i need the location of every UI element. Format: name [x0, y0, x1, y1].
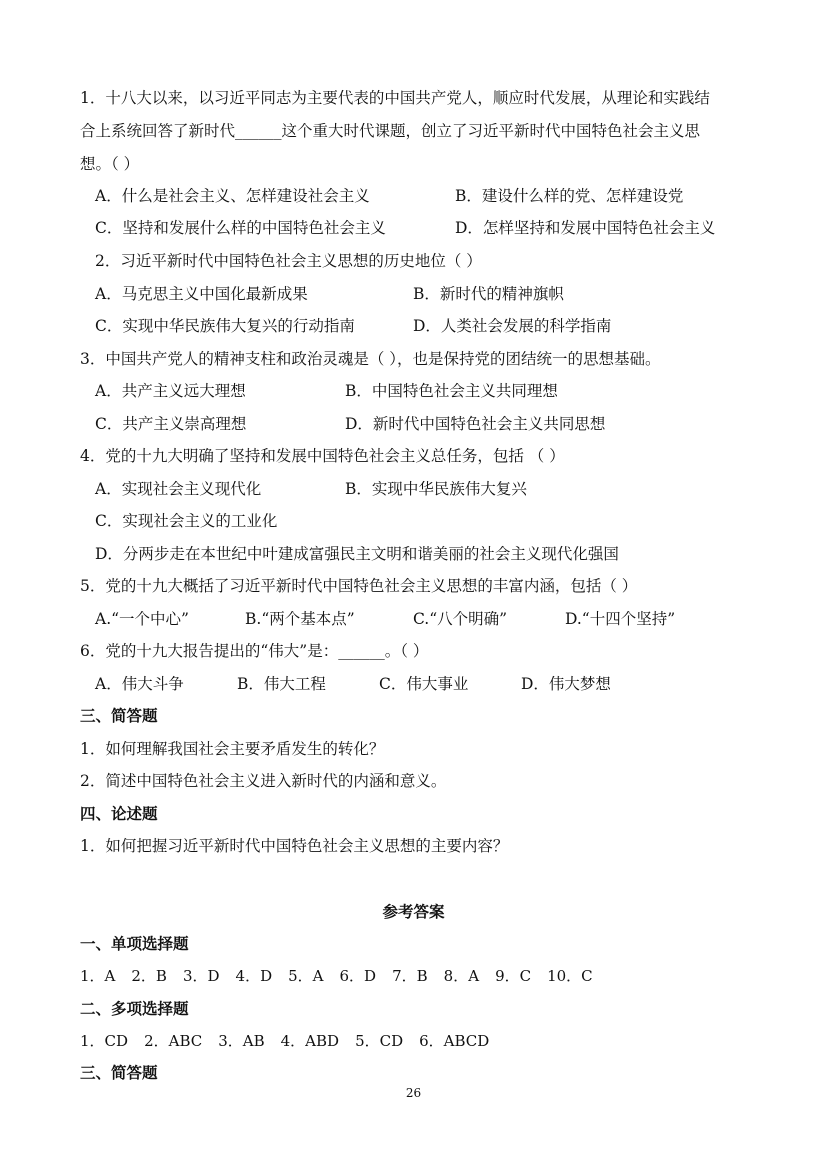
answer-item: 4．D	[235, 967, 273, 985]
q3-option-d: D．新时代中国特色社会主义共同思想	[345, 415, 606, 433]
q4-option-b: B．实现中华民族伟大复兴	[345, 480, 527, 498]
answer-item: 4．ABD	[280, 1032, 340, 1050]
q4-option-a: A．实现社会主义现代化	[95, 480, 262, 498]
q6-option-c: C．伟大事业	[379, 675, 469, 693]
q1-line3: 想。（ ）	[80, 155, 140, 173]
q4-stem: 4．党的十九大明确了坚持和发展中国特色社会主义总任务，包括 （ ）	[80, 447, 565, 465]
q2-option-a: A．马克思主义中国化最新成果	[95, 285, 308, 303]
answer-item: 6．ABCD	[419, 1032, 490, 1050]
answer-item: 1．A	[80, 967, 116, 985]
answer-item: 3．AB	[218, 1032, 265, 1050]
q1-line1: 1．十八大以来，以习近平同志为主要代表的中国共产党人，顺应时代发展，从理论和实践结	[80, 89, 710, 107]
q3-option-b: B．中国特色社会主义共同理想	[345, 382, 558, 400]
answer-item: 9．C	[495, 967, 532, 985]
answer-item: 6．D	[339, 967, 377, 985]
answers-multi-list	[80, 1031, 505, 1051]
q1-option-b: B．建设什么样的党、怎样建设党	[455, 187, 684, 205]
q1-option-a: A．什么是社会主义、怎样建设社会主义	[95, 187, 370, 205]
q5-option-a: A.“一个中心”	[95, 610, 189, 628]
q6-option-a: A．伟大斗争	[95, 675, 184, 693]
q5-option-c: C.“八个明确”	[413, 610, 508, 628]
answer-item: 5．A	[288, 967, 324, 985]
answer-item: 1．CD	[80, 1032, 129, 1050]
section-short-answer-heading: 三、简答题	[80, 707, 158, 725]
q2-option-d: D．人类社会发展的科学指南	[413, 317, 612, 335]
answer-item: 3．D	[182, 967, 220, 985]
answers-multi-heading: 二、多项选择题	[80, 1000, 189, 1018]
q1-line2: 合上系统回答了新时代______这个重大时代课题，创立了习近平新时代中国特色社会主义思	[80, 122, 701, 140]
q1-option-d: D．怎样坚持和发展中国特色社会主义	[455, 219, 716, 237]
answer-item: 8．A	[443, 967, 480, 985]
q5-option-d: D.“十四个坚持”	[565, 610, 676, 628]
q6-option-d: D．伟大梦想	[521, 675, 611, 693]
answers-short-heading: 三、简答题	[80, 1064, 158, 1082]
q5-option-b: B.“两个基本点”	[245, 610, 355, 628]
q6-stem: 6．党的十九大报告提出的“伟大”是：______。（ ）	[80, 642, 429, 660]
answers-single-heading: 一、单项选择题	[80, 935, 189, 953]
q4-option-d: D．分两步走在本世纪中叶建成富强民主文明和谐美丽的社会主义现代化强国	[95, 545, 619, 563]
page-number: 26	[405, 1086, 422, 1100]
q3-option-a: A．共产主义远大理想	[95, 382, 246, 400]
answers-title: 参考答案	[382, 903, 445, 921]
answer-item: 10．C	[547, 967, 593, 985]
answer-item: 2．ABC	[144, 1032, 203, 1050]
answers-single-list	[80, 966, 609, 986]
short-answer-q2: 2．简述中国特色社会主义进入新时代的内涵和意义。	[80, 772, 447, 790]
answer-item: 7．B	[392, 967, 428, 985]
q2-option-c: C．实现中华民族伟大复兴的行动指南	[95, 317, 355, 335]
q3-option-c: C．共产主义崇高理想	[95, 415, 247, 433]
q4-option-c: C．实现社会主义的工业化	[95, 512, 278, 530]
q2-option-b: B．新时代的精神旗帜	[413, 285, 564, 303]
q5-stem: 5．党的十九大概括了习近平新时代中国特色社会主义思想的丰富内涵，包括（ ）	[80, 577, 638, 595]
short-answer-q1: 1．如何理解我国社会主要矛盾发生的转化？	[80, 740, 385, 758]
q3-stem: 3．中国共产党人的精神支柱和政治灵魂是（ ），也是保持党的团结统一的思想基础。	[80, 350, 661, 368]
q6-option-b: B．伟大工程	[237, 675, 326, 693]
answer-item: 5．CD	[355, 1032, 404, 1050]
answer-item: 2．B	[131, 967, 167, 985]
q1-option-c: C．坚持和发展什么样的中国特色社会主义	[95, 219, 386, 237]
essay-q1: 1．如何把握习近平新时代中国特色社会主义思想的主要内容？	[80, 837, 509, 855]
section-essay-heading: 四、论述题	[80, 805, 158, 823]
q2-stem: 2．习近平新时代中国特色社会主义思想的历史地位（ ）	[95, 252, 482, 270]
